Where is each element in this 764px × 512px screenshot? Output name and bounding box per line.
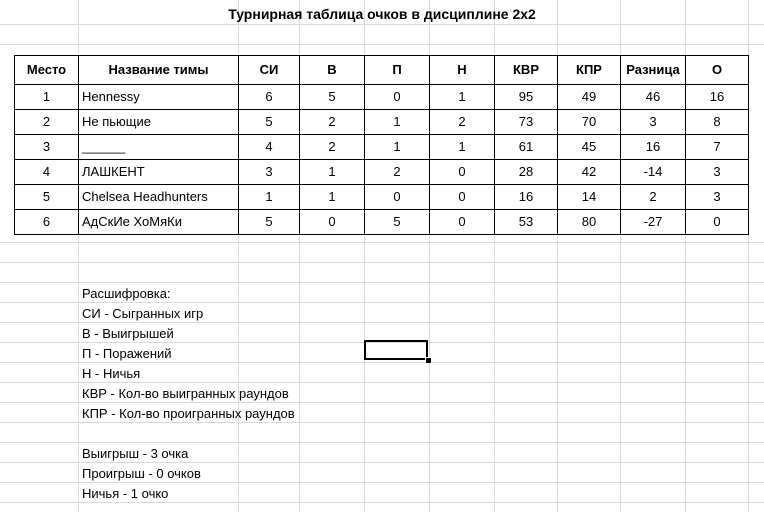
cell-diff[interactable]: -27: [621, 210, 686, 235]
cell-kpr[interactable]: 80: [558, 210, 621, 235]
cell-n[interactable]: 0: [430, 160, 495, 185]
cell-kpr[interactable]: 49: [558, 85, 621, 110]
cell-p[interactable]: 1: [365, 135, 430, 160]
grid-line: [0, 44, 764, 45]
legend-item[interactable]: П - Поражений: [82, 346, 172, 361]
cell-n[interactable]: 1: [430, 85, 495, 110]
column-header-place[interactable]: Место: [15, 56, 79, 85]
cell-kvr[interactable]: 73: [495, 110, 558, 135]
cell-team[interactable]: Chelsea Headhunters: [79, 185, 239, 210]
points-rule[interactable]: Проигрыш - 0 очков: [82, 466, 201, 481]
legend-item[interactable]: КПР - Кол-во проигранных раундов: [82, 406, 295, 421]
cell-kpr[interactable]: 42: [558, 160, 621, 185]
table-row: [15, 110, 749, 135]
cell-n[interactable]: 0: [430, 210, 495, 235]
column-header-diff[interactable]: Разница: [621, 56, 686, 85]
cell-team[interactable]: Hennessy: [79, 85, 239, 110]
standings-table: [14, 55, 749, 235]
points-rule[interactable]: Выигрыш - 3 очка: [82, 446, 189, 461]
column-header-n[interactable]: Н: [430, 56, 495, 85]
column-header-kpr[interactable]: КПР: [558, 56, 621, 85]
column-header-kvr[interactable]: КВР: [495, 56, 558, 85]
legend-heading[interactable]: Расшифровка:: [82, 286, 171, 301]
cell-diff[interactable]: -14: [621, 160, 686, 185]
cell-n[interactable]: 2: [430, 110, 495, 135]
sheet-title[interactable]: Турнирная таблица очков в дисциплине 2x2: [228, 6, 536, 22]
cell-p[interactable]: 0: [365, 85, 430, 110]
cell-n[interactable]: 0: [430, 185, 495, 210]
cell-kpr[interactable]: 70: [558, 110, 621, 135]
column-header-p[interactable]: П: [365, 56, 430, 85]
table-row: [15, 135, 749, 160]
legend-item[interactable]: КВР - Кол-во выигранных раундов: [82, 386, 289, 401]
cell-v[interactable]: 0: [300, 210, 365, 235]
legend-block: [82, 284, 295, 504]
cell-diff[interactable]: 16: [621, 135, 686, 160]
cell-n[interactable]: 1: [430, 135, 495, 160]
cell-v[interactable]: 2: [300, 135, 365, 160]
cell-si[interactable]: 5: [239, 210, 300, 235]
legend-item[interactable]: В - Выигрышей: [82, 326, 174, 341]
cell-o[interactable]: 7: [686, 135, 749, 160]
cell-diff[interactable]: 3: [621, 110, 686, 135]
grid-line: [0, 24, 764, 25]
cell-o[interactable]: 3: [686, 160, 749, 185]
cell-kvr[interactable]: 95: [495, 85, 558, 110]
fill-handle[interactable]: [425, 357, 432, 364]
table-header-row: [15, 56, 749, 85]
table-row: [15, 185, 749, 210]
cell-si[interactable]: 6: [239, 85, 300, 110]
cell-p[interactable]: 2: [365, 160, 430, 185]
column-header-team[interactable]: Название тимы: [79, 56, 239, 85]
cell-o[interactable]: 16: [686, 85, 749, 110]
legend-spacer: [82, 424, 295, 444]
cell-v[interactable]: 1: [300, 160, 365, 185]
cell-si[interactable]: 3: [239, 160, 300, 185]
cell-o[interactable]: 3: [686, 185, 749, 210]
table-row: [15, 160, 749, 185]
cell-o[interactable]: 0: [686, 210, 749, 235]
grid-line: [0, 262, 764, 263]
column-header-si[interactable]: СИ: [239, 56, 300, 85]
legend-item[interactable]: СИ - Сыгранных игр: [82, 306, 204, 321]
cell-kpr[interactable]: 45: [558, 135, 621, 160]
cell-team[interactable]: Не пьющие: [79, 110, 239, 135]
grid-line: [0, 242, 764, 243]
points-rule[interactable]: Ничья - 1 очко: [82, 486, 169, 501]
cell-team[interactable]: ЛАШКЕНТ: [79, 160, 239, 185]
cell-place[interactable]: 2: [15, 110, 79, 135]
table-row: [15, 210, 749, 235]
grid-line: [0, 282, 764, 283]
cell-team[interactable]: АдСкИе ХоМяКи: [79, 210, 239, 235]
table-row: [15, 85, 749, 110]
cell-kvr[interactable]: 28: [495, 160, 558, 185]
cell-v[interactable]: 1: [300, 185, 365, 210]
cell-place[interactable]: 3: [15, 135, 79, 160]
cell-kvr[interactable]: 53: [495, 210, 558, 235]
cell-si[interactable]: 1: [239, 185, 300, 210]
cell-si[interactable]: 4: [239, 135, 300, 160]
cell-diff[interactable]: 2: [621, 185, 686, 210]
cell-place[interactable]: 4: [15, 160, 79, 185]
cell-p[interactable]: 5: [365, 210, 430, 235]
cell-v[interactable]: 5: [300, 85, 365, 110]
cell-p[interactable]: 1: [365, 110, 430, 135]
cell-place[interactable]: 1: [15, 85, 79, 110]
active-cell-selection[interactable]: [364, 340, 428, 360]
column-header-o[interactable]: О: [686, 56, 749, 85]
cell-o[interactable]: 8: [686, 110, 749, 135]
cell-place[interactable]: 5: [15, 185, 79, 210]
cell-p[interactable]: 0: [365, 185, 430, 210]
legend-item[interactable]: Н - Ничья: [82, 366, 141, 381]
cell-place[interactable]: 6: [15, 210, 79, 235]
cell-v[interactable]: 2: [300, 110, 365, 135]
cell-team[interactable]: ______: [79, 135, 239, 160]
cell-kvr[interactable]: 61: [495, 135, 558, 160]
cell-diff[interactable]: 46: [621, 85, 686, 110]
cell-kpr[interactable]: 14: [558, 185, 621, 210]
cell-kvr[interactable]: 16: [495, 185, 558, 210]
column-header-v[interactable]: В: [300, 56, 365, 85]
cell-si[interactable]: 5: [239, 110, 300, 135]
